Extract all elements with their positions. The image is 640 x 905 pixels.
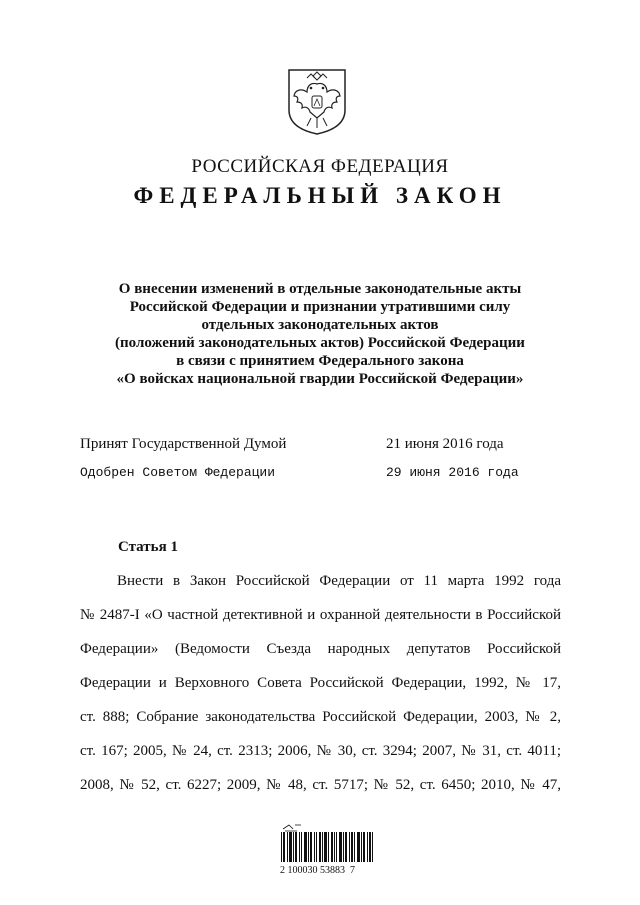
- country-name: РОССИЙСКАЯ ФЕДЕРАЦИЯ: [191, 156, 449, 177]
- law-title: [60, 280, 580, 388]
- barcode-number: 2 100030 53883 7: [280, 865, 355, 876]
- article-line: ст. 167; 2005, № 24, ст. 2313; 2006, № 30, ст. 3294; 2007, № 31, ст. 4011;: [80, 743, 561, 759]
- article-line: Федерации и Верховного Совета Российской Федерации, 1992, № 17,: [80, 675, 561, 691]
- council-approval-date: 29 июня 2016 года: [386, 465, 519, 480]
- article-line: Внести в Закон Российской Федерации от 11 марта 1992 года: [117, 573, 561, 589]
- title-line: Российской Федерации и признании утратившими силу: [129, 299, 511, 315]
- duma-adoption-label: Принят Государственной Думой: [80, 436, 287, 452]
- article-body: [80, 568, 561, 806]
- document-type: ФЕДЕРАЛЬНЫЙ ЗАКОН: [133, 183, 507, 208]
- article-line: 2008, № 52, ст. 6227; 2009, № 48, ст. 5717; № 52, ст. 6450; 2010, № 47,: [80, 777, 561, 793]
- title-line: «О войсках национальной гвардии Российской Федерации»: [116, 371, 524, 387]
- duma-adoption-date: 21 июня 2016 года: [386, 436, 504, 452]
- article-line: № 2487-I «О частной детективной и охранной деятельности в Российской: [80, 607, 561, 623]
- council-approval-label: Одобрен Советом Федерации: [80, 465, 276, 480]
- title-line: в связи с принятием Федерального закона: [176, 353, 464, 369]
- title-line: (положений законодательных актов) Российской Федерации: [115, 335, 525, 351]
- article-line: ст. 888; Собрание законодательства Российской Федерации, 2003, № 2,: [80, 709, 561, 725]
- title-line: О внесении изменений в отдельные законодательные акты: [118, 281, 522, 297]
- article-heading: Статья 1: [118, 539, 178, 555]
- title-line: отдельных законодательных актов: [201, 317, 439, 333]
- article-line: Федерации» (Ведомости Съезда народных депутатов Российской: [80, 641, 561, 657]
- coat-of-arms-emblem: [285, 66, 349, 136]
- barcode-image: [281, 822, 373, 862]
